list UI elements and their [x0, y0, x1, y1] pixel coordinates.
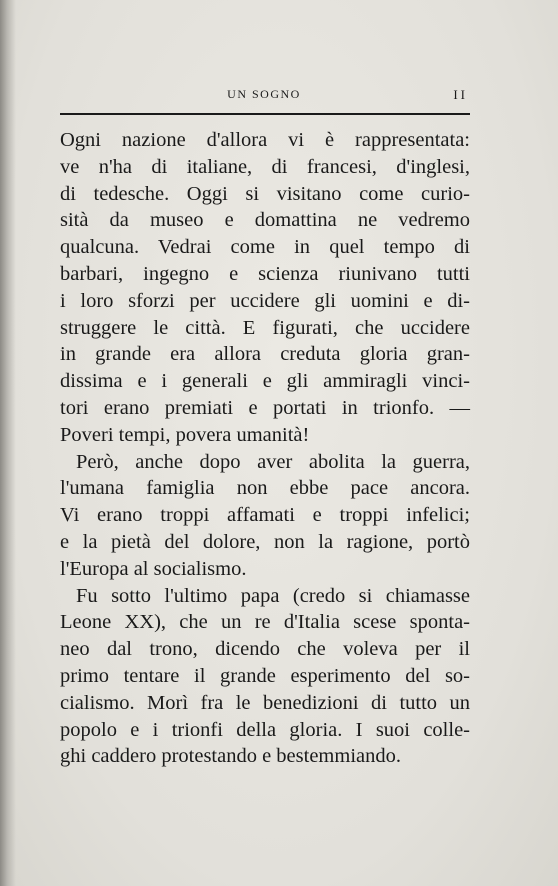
text-line: barbari, ingegno e scienza riunivano tutti: [60, 262, 470, 285]
text-line: neo dal trono, dicendo che voleva per il: [60, 638, 470, 661]
paragraph-1: [60, 127, 470, 449]
body-text: [60, 127, 470, 770]
text-line: l'Europa al socialismo.: [60, 557, 247, 580]
text-line: di tedesche. Oggi si visitano come curio-: [60, 182, 470, 205]
text-line: in grande era allora creduta gloria gran-: [60, 343, 470, 366]
text-line: Ogni nazione d'allora vi è rappresentata:: [60, 129, 470, 151]
text-line: sità da museo e domattina ne vedremo: [60, 209, 470, 232]
text-line: i loro sforzi per uccidere gli uomini e di-: [60, 289, 470, 312]
running-head: [60, 82, 468, 106]
page-number: II: [453, 87, 468, 102]
header-rule: [60, 113, 470, 115]
text-line: popolo e i trionfi della gloria. I suoi colle-: [60, 718, 470, 741]
text-line: Fu sotto l'ultimo papa (credo si chiamasse: [76, 584, 470, 607]
text-line: tori erano premiati e portati in trionfo. —: [60, 396, 470, 419]
text-line: Però, anche dopo aver abolita la guerra,: [76, 450, 470, 473]
text-line: e la pietà del dolore, non la ragione, portò: [60, 530, 470, 553]
running-head-title: UN SOGNO: [227, 87, 301, 101]
text-line: Vi erano troppi affamati e troppi infelici;: [60, 504, 470, 527]
text-line: struggere le città. E figurati, che uccidere: [60, 316, 470, 339]
text-line: cialismo. Morì fra le benedizioni di tutto un: [60, 691, 470, 714]
book-binding-edge: [0, 0, 16, 886]
text-line: Poveri tempi, povera umanità!: [60, 423, 310, 446]
paragraph-2: [60, 449, 470, 583]
text-line: Leone XX), che un re d'Italia scese sponta-: [60, 611, 470, 634]
text-line: ve n'ha di italiane, di francesi, d'inglesi,: [60, 155, 470, 178]
text-line: primo tentare il grande esperimento del so-: [60, 664, 470, 687]
text-line: ghi caddero protestando e bestemmiando.: [60, 745, 401, 768]
paragraph-3: [60, 583, 470, 771]
text-line: dissima e i generali e gli ammiragli vinci-: [60, 370, 470, 393]
text-line: l'umana famiglia non ebbe pace ancora.: [60, 477, 470, 500]
text-line: qualcuna. Vedrai come in quel tempo di: [60, 236, 470, 259]
